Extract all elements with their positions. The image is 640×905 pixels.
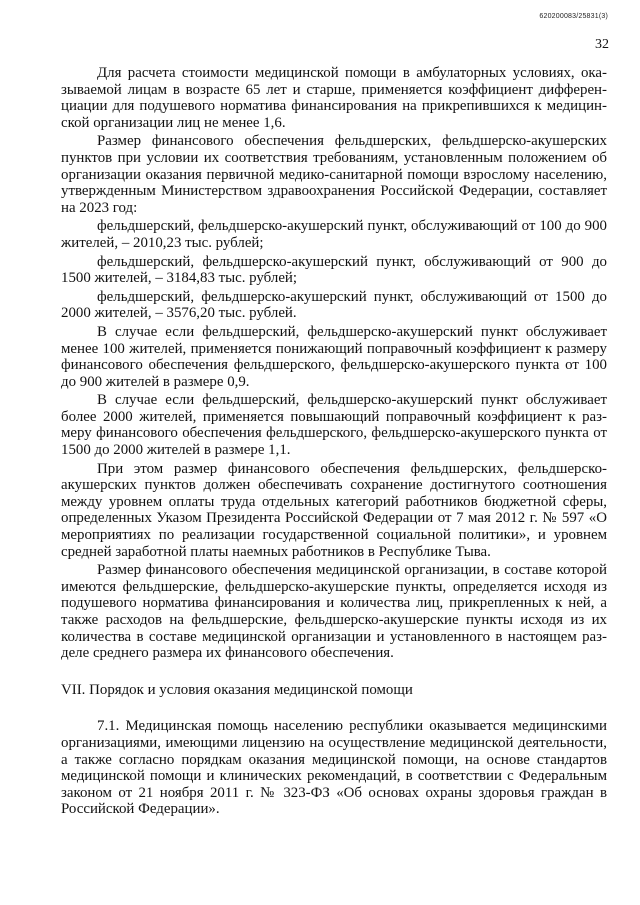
paragraph: При этом размер финансового обеспечения фельдшерских, фельдшерско-акушерских пунктов должен обеспечивать сохранение достигнутого соотношения между уровнем оплаты труда отдельных категорий работников бюджетной сферы, определенных Указом Президента Российской Федерации от 7 мая 2012 г. № 597 «О мероприятиях по реализации государственной социальной политики», и уровнем средней заработной платы наемных работников в Республике Тыва. (61, 460, 607, 560)
paragraph: фельдшерский, фельдшерско-акушерский пункт, обслуживающий от 100 до 900 жителей, – 2010,23 тыс. рублей; (61, 218, 607, 251)
paragraph: Размер финансового обеспечения фельдшерских, фельдшерско-акушерских пунктов при условии их соответствия требованиям, установленным положением об организации оказания первичной медико-санитарной помощи взрослому населению, утвержденным Министерством здравоохранения Российской Федерации, составляет на 2023 год: (61, 133, 607, 216)
section-heading: VII. Порядок и условия оказания медицинской помощи (61, 681, 413, 698)
paragraph: Для расчета стоимости медицинской помощи в амбулаторных условиях, оказываемой лицам в возрасте 65 лет и старше, применяется коэффициент дифференциации для подушевого норматива финансирования на прикрепившихся к медицинской организации лиц не менее 1,6. (61, 65, 607, 131)
paragraph: фельдшерский, фельдшерско-акушерский пункт, обслуживающий от 900 до 1500 жителей, – 3184,83 тыс. рублей; (61, 253, 607, 287)
paragraph: 7.1. Медицинская помощь населению республики оказывается медицинскими организациями, имеющими лицензию на осуществление медицинской деятельности, а также согласно порядкам оказания медицинской помощи, на основе стандартов медицинской помощи и клинических рекомендаций, в соответствии с Федеральным законом от 21 ноября 2011 г. № 323-ФЗ «Об основах охраны здоровья граждан в Российской Федерации». (61, 718, 607, 818)
page-number: 32 (595, 37, 609, 52)
paragraph: фельдшерский, фельдшерско-акушерский пункт, обслуживающий от 1500 до 2000 жителей, – 3576,20 тыс. рублей. (61, 288, 607, 322)
document-body (61, 65, 607, 820)
paragraph: В случае если фельдшерский, фельдшерско-акушерский пункт обслуживает менее 100 жителей, применяется понижающий поправочный коэффициент к размеру финансового обеспечения фельдшерского, фельдшерско-акушерского пункта от 100 до 900 жителей в размере 0,9. (61, 323, 607, 390)
paragraph: В случае если фельдшерский, фельдшерско-акушерский пункт обслуживает более 2000 жителей, применяется повышающий поправочный коэффициент к размеру финансового обеспечения фельдшерского, фельдшерско-акушерского пункта от 1500 до 2000 жителей в размере 1,1. (61, 392, 607, 459)
document-code: 620200083/25831(3) (539, 13, 608, 20)
paragraph: Размер финансового обеспечения медицинской организации, в составе которой имеются фельдшерские, фельдшерско-акушерские пункты, определяется исходя из подушевого норматива финансирования и количества лиц, прикрепленных к ней, а также расходов на фельдшерские, фельдшерско-акушерские пункты исходя из их количества в составе медицинской организации и установленного в настоящем разделе среднего размера их финансового обеспечения. (61, 562, 607, 662)
